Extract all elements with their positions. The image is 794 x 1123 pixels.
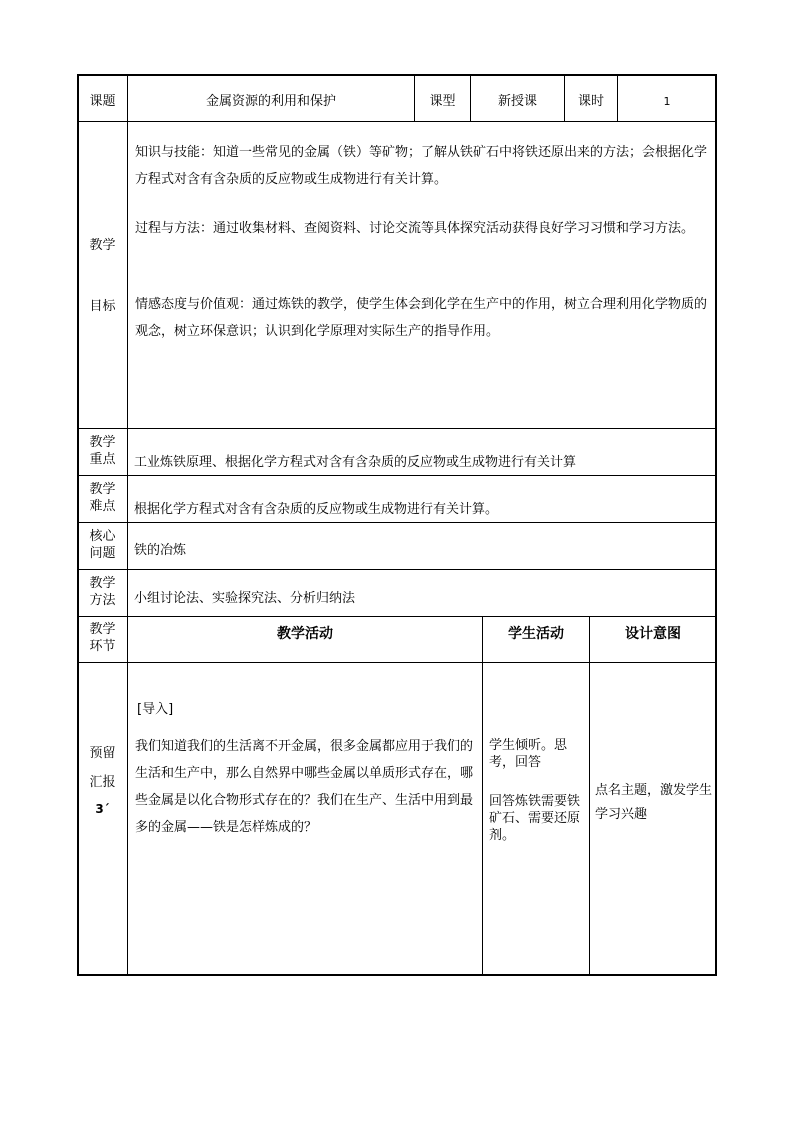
topic-label: 课题 (89, 94, 116, 109)
design-intent-header: 设计意图 (625, 626, 681, 642)
row-divider (78, 616, 716, 617)
row-divider (78, 662, 716, 663)
class-hours-label: 课时 (577, 94, 604, 109)
difficulties-label: 教学 (89, 482, 116, 497)
stage-column-label: 教学 (89, 622, 116, 637)
key-points-label: 重点 (89, 452, 116, 467)
intro-text: 我们知道我们的生活离不开金属，很多金属都应用于我们的生活和生产中，那么自然界中哪些金属以单质形式存在，哪些金属是以化合物形式存在的？我们在生产、生活中用到最多的金属——铁是怎样炼成的？ (135, 739, 474, 835)
objectives-label: 目标 (89, 299, 116, 314)
difficulties-value: 根据化学方程式对含有含杂质的反应物或生成物进行有关计算。 (134, 502, 499, 517)
core-question-label: 问题 (89, 546, 116, 561)
design-intent-text: 点名主题，激发学生学习兴趣 (595, 783, 713, 822)
key-points-value: 工业炼铁原理、根据化学方程式对含有含杂质的反应物或生成物进行有关计算 (134, 455, 577, 470)
methods-label: 教学 (89, 576, 116, 591)
stage-column-label: 环节 (89, 639, 116, 654)
core-question-value: 铁的冶炼 (134, 543, 187, 558)
objective-process: 过程与方法：通过收集材料、查阅资料、讨论交流等具体探究活动获得良好学习习惯和学习方法。 (135, 221, 695, 236)
intro-tag: [导入] (137, 702, 174, 717)
column-divider (482, 616, 483, 975)
topic-value: 金属资源的利用和保护 (205, 94, 336, 109)
row-divider (78, 428, 716, 429)
row-divider (78, 121, 716, 122)
stage-time: 3´ (95, 802, 110, 816)
column-divider (589, 616, 590, 975)
methods-value: 小组讨论法、实验探究法、分析归纳法 (134, 591, 356, 606)
lesson-type-value: 新授课 (497, 94, 537, 109)
column-divider (127, 75, 128, 975)
row-divider (78, 569, 716, 570)
objectives-label: 教学 (89, 238, 116, 253)
class-hours-value: 1 (663, 95, 671, 108)
core-question-label: 核心 (89, 529, 116, 544)
objective-knowledge: 知识与技能：知道一些常见的金属（铁）等矿物；了解从铁矿石中将铁还原出来的方法；会根据化学方程式对含有含杂质的反应物或生成物进行有关计算。 (135, 145, 708, 187)
student-activity-header: 学生活动 (508, 626, 564, 642)
key-points-label: 教学 (89, 435, 116, 450)
student-activity-2: 回答炼铁需要铁矿石、需要还原剂。 (489, 794, 581, 843)
student-activity-1: 学生倾听。思考，回答 (489, 738, 568, 770)
methods-label: 方法 (89, 593, 116, 608)
stage-label: 汇报 (89, 775, 116, 790)
difficulties-label: 难点 (89, 499, 116, 514)
teaching-activity-header: 教学活动 (277, 626, 333, 642)
objective-emotion: 情感态度与价值观：通过炼铁的教学，使学生体会到化学在生产中的作用，树立合理利用化学物质的观念，树立环保意识；认识到化学原理对实际生产的指导作用。 (135, 297, 708, 339)
row-divider (78, 475, 716, 476)
lesson-type-label: 课型 (429, 94, 456, 109)
stage-label: 预留 (89, 746, 116, 761)
row-divider (78, 522, 716, 523)
